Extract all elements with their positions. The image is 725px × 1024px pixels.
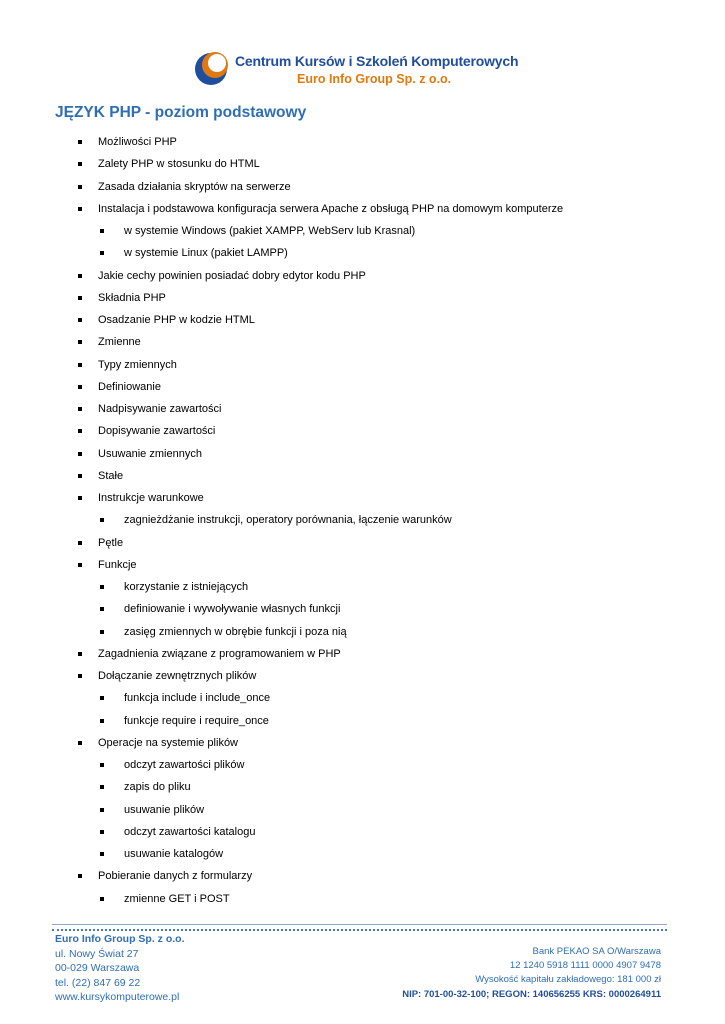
footer-capital: Wysokość kapitału zakładowego: 181 000 zł: [475, 974, 661, 986]
list-item: [0, 153, 725, 175]
list-item-text: Zagadnienia związane z programowaniem w PHP: [98, 647, 341, 660]
list-item-text: Operacje na systemie plików: [98, 736, 239, 749]
list-item-text: zasięg zmiennych w obrębie funkcji i poza nią: [124, 625, 347, 638]
sub-list-item: [0, 598, 725, 620]
bullet-icon: [100, 696, 104, 700]
bullet-icon: [78, 541, 82, 545]
bullet-icon: [100, 808, 104, 812]
footer-bank: Bank PEKAO SA O/Warszawa: [532, 946, 661, 957]
company-logo: [193, 46, 519, 94]
list-item: [0, 865, 725, 887]
bullet-icon: [78, 274, 82, 278]
list-item-text: funkcja include i include_once: [124, 692, 271, 705]
bullet-icon: [78, 162, 82, 166]
list-item-text: Dopisywanie zawartości: [98, 425, 216, 438]
list-item-text: Instrukcje warunkowe: [98, 492, 204, 504]
list-item-text: Jakie cechy powinien posiadać dobry edytor kodu PHP: [98, 269, 366, 282]
list-item: [0, 554, 725, 576]
list-item-text: w systemie Windows (pakiet XAMPP, WebServ lub Krasnal): [124, 225, 416, 237]
sub-list-item: [0, 754, 725, 776]
list-item: [0, 487, 725, 509]
bullet-icon: [78, 874, 82, 878]
logo-subtitle: Euro Info Group Sp. z o.o.: [297, 72, 452, 86]
list-item-text: funkcje require i require_once: [124, 714, 269, 727]
sub-list-item: [0, 242, 725, 264]
list-item-text: usuwanie plików: [124, 803, 205, 816]
bullet-icon: [78, 452, 82, 456]
list-item-text: zmienne GET i POST: [124, 892, 230, 905]
sub-list-item: [0, 220, 725, 242]
list-item: [0, 287, 725, 309]
list-item-text: usuwanie katalogów: [124, 848, 224, 860]
bullet-icon: [78, 496, 82, 500]
footer-address: [55, 932, 185, 1005]
footer-website-link[interactable]: www.kursykomputerowe.pl: [55, 991, 180, 1003]
bullet-icon: [78, 652, 82, 656]
bullet-icon: [78, 385, 82, 389]
bullet-icon: [78, 140, 82, 144]
sub-list-item: [0, 576, 725, 598]
list-item-text: Stałe: [98, 469, 124, 482]
list-item: [0, 643, 725, 665]
bullet-icon: [100, 585, 104, 589]
bullet-icon: [100, 518, 104, 522]
bullet-icon: [78, 563, 82, 567]
list-item-text: odczyt zawartości katalogu: [124, 825, 256, 838]
bullet-icon: [78, 474, 82, 478]
bullet-icon: [100, 630, 104, 634]
footer-divider: [52, 924, 667, 931]
list-item: [0, 198, 725, 220]
list-item: [0, 732, 725, 754]
list-item-text: w systemie Linux (pakiet LAMPP): [124, 247, 288, 260]
logo-title: Centrum Kursów i Szkoleń Komputerowych: [235, 53, 519, 69]
bullet-icon: [78, 340, 82, 344]
list-item-text: Możliwości PHP: [98, 136, 177, 148]
list-item: [0, 354, 725, 376]
sub-list-item: [0, 776, 725, 798]
list-item-text: Instalacja i podstawowa konfiguracja serwera Apache z obsługą PHP na domowym komputerze: [98, 202, 564, 215]
sub-list-item: [0, 710, 725, 732]
bullet-icon: [100, 719, 104, 723]
list-item-text: Typy zmiennych: [98, 358, 177, 371]
list-item: [0, 465, 725, 487]
sub-list-item: [0, 509, 725, 531]
footer-city: 00-029 Warszawa: [55, 962, 140, 974]
list-item-text: korzystanie z istniejących: [124, 581, 249, 593]
list-item-text: definiowanie i wywoływanie własnych funkcji: [124, 603, 341, 616]
sub-list-item: [0, 888, 725, 910]
list-item-text: Zmienne: [98, 336, 141, 349]
logo-icon: [193, 50, 229, 88]
bullet-icon: [100, 785, 104, 789]
sub-list-item: [0, 843, 725, 865]
bullet-icon: [78, 741, 82, 745]
list-item-text: Osadzanie PHP w kodzie HTML: [98, 314, 255, 326]
list-item-text: Zalety PHP w stosunku do HTML: [98, 158, 260, 171]
bullet-icon: [100, 763, 104, 767]
list-item-text: Funkcje: [98, 558, 137, 571]
page-title: JĘZYK PHP - poziom podstawowy: [55, 104, 307, 121]
list-item: [0, 376, 725, 398]
list-item: [0, 131, 725, 153]
bullet-icon: [78, 318, 82, 322]
topic-list: [0, 131, 725, 910]
list-item: [0, 398, 725, 420]
footer-phone: tel. (22) 847 69 22: [55, 976, 141, 989]
list-item-text: Składnia PHP: [98, 291, 166, 304]
list-item-text: Usuwanie zmiennych: [98, 447, 202, 460]
list-item-text: Zasada działania skryptów na serwerze: [98, 180, 291, 193]
bullet-icon: [78, 407, 82, 411]
list-item: [0, 331, 725, 353]
bullet-icon: [78, 185, 82, 189]
bullet-icon: [78, 429, 82, 433]
list-item: [0, 532, 725, 554]
bullet-icon: [78, 363, 82, 367]
list-item-text: zagnieżdżanie instrukcji, operatory porównania, łączenie warunków: [124, 514, 452, 527]
sub-list-item: [0, 799, 725, 821]
footer-company: Euro Info Group Sp. z o.o.: [55, 933, 185, 945]
list-item-text: Dołączanie zewnętrznych plików: [98, 670, 257, 682]
sub-list-item: [0, 621, 725, 643]
bullet-icon: [100, 251, 104, 255]
footer-ids: NIP: 701-00-32-100; REGON: 140656255 KRS: 0000264911: [402, 988, 661, 1000]
list-item: [0, 420, 725, 442]
list-item: [0, 309, 725, 331]
list-item: [0, 176, 725, 198]
footer-street: ul. Nowy Świat 27: [55, 947, 139, 960]
footer-account: 12 1240 5918 1111 0000 4907 9478: [509, 960, 661, 972]
list-item-text: zapis do pliku: [124, 781, 191, 794]
footer-company-details: [402, 945, 661, 1002]
bullet-icon: [100, 607, 104, 611]
list-item-text: Pobieranie danych z formularzy: [98, 870, 253, 883]
bullet-icon: [78, 296, 82, 300]
bullet-icon: [78, 207, 82, 211]
bullet-icon: [100, 830, 104, 834]
bullet-icon: [100, 229, 104, 233]
list-item-text: Definiowanie: [98, 380, 161, 393]
sub-list-item: [0, 687, 725, 709]
sub-list-item: [0, 821, 725, 843]
list-item: [0, 265, 725, 287]
list-item: [0, 665, 725, 687]
list-item: [0, 443, 725, 465]
bullet-icon: [100, 852, 104, 856]
list-item-text: odczyt zawartości plików: [124, 759, 245, 771]
bullet-icon: [100, 897, 104, 901]
list-item-text: Pętle: [98, 536, 124, 549]
bullet-icon: [78, 674, 82, 678]
list-item-text: Nadpisywanie zawartości: [98, 403, 222, 415]
